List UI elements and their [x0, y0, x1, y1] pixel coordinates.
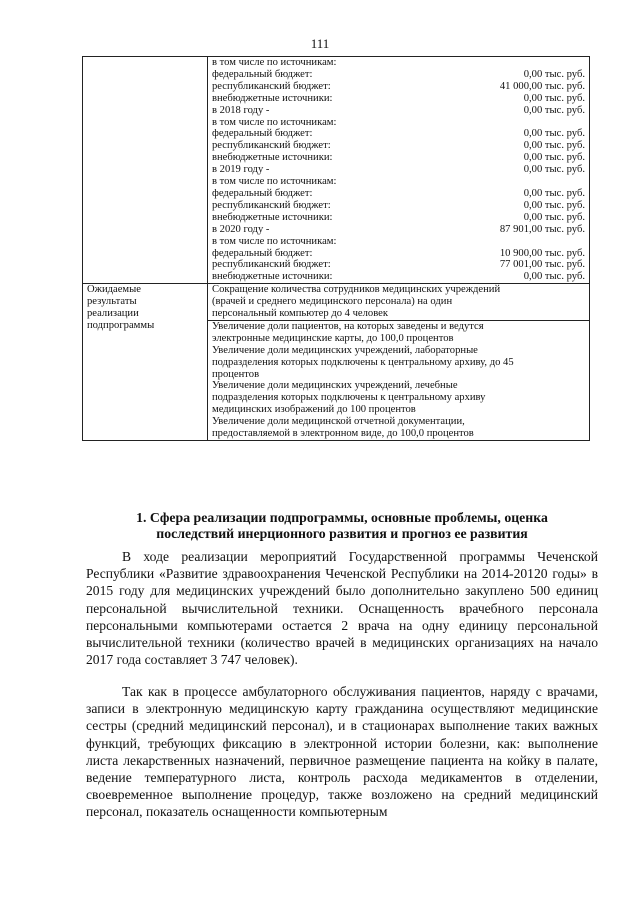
paragraph-text: Так как в процессе амбулаторного обслуживания пациентов, наряду с врачами, записи в электронную медицинскую карту гражданина осуществляют медицинские сестры (средний медицинский персонал), и в стационарах выполнение таких важных функций, требующих фиксацию в электронной истории болезни, как: выполнение листа лекарственных назначений, первичное размещение пациента на койку в палате, ведение температурного листа, контроль расхода медикаментов в отделении, своевременное выполнение процедур, также возложено на средний медицинский персонал, показатель оснащенности компьютерным [86, 684, 598, 820]
funding-line [212, 224, 585, 236]
funding-line [212, 93, 585, 105]
funding-line-value: 0,00 тыс. руб. [523, 92, 585, 104]
funding-label-cell [83, 57, 208, 284]
result-line: персональный компьютер до 4 человек [212, 308, 388, 320]
result-cell [208, 320, 590, 440]
result-line: медицинских изображений до 100 процентов [212, 404, 416, 416]
funding-cell [208, 57, 590, 284]
result-line: процентов [212, 368, 260, 380]
funding-line [212, 248, 585, 260]
funding-line-value: 0,00 тыс. руб. [523, 140, 585, 152]
funding-line-value: 0,00 тыс. руб. [523, 128, 585, 140]
result-line: Увеличение доли медицинской отчетной документации, [212, 416, 465, 428]
funding-line-label: федеральный бюджет: [212, 187, 313, 199]
result-line: подразделения которых подключены к центральному архиву, до 45 [212, 356, 514, 368]
result-line: подразделения которых подключены к центральному архиву [212, 392, 486, 404]
funding-row [83, 57, 590, 284]
result-line: предоставляемой в электронном виде, до 100,0 процентов [212, 428, 474, 440]
funding-line-label: в 2018 году - [212, 104, 270, 116]
funding-line-value: 87 901,00 тыс. руб. [499, 223, 585, 235]
funding-line [212, 164, 585, 176]
funding-line-value: 0,00 тыс. руб. [523, 152, 585, 164]
funding-line-label: внебюджетные источники: [212, 271, 333, 283]
result-line: (врачей и среднего медицинского персонала) на один [212, 296, 453, 308]
funding-line-value: 0,00 тыс. руб. [523, 164, 585, 176]
funding-line [212, 128, 585, 140]
section-heading [86, 510, 598, 542]
funding-line [212, 259, 585, 271]
funding-line [212, 152, 585, 164]
funding-line-label: федеральный бюджет: [212, 68, 313, 80]
funding-line-label: республиканский бюджет: [212, 199, 331, 211]
funding-line-label: республиканский бюджет: [212, 80, 331, 92]
funding-line-label: в том числе по источникам: [212, 235, 337, 247]
funding-line-value: 0,00 тыс. руб. [523, 211, 585, 223]
funding-line [212, 117, 585, 129]
funding-line-label: республиканский бюджет: [212, 140, 331, 152]
results-label-line: подпрограммы [87, 319, 155, 331]
paragraph-1 [86, 548, 598, 668]
funding-line [212, 271, 585, 283]
funding-line-label: в том числе по источникам: [212, 176, 337, 188]
funding-line [212, 69, 585, 81]
funding-line-value: 41 000,00 тыс. руб. [499, 80, 585, 92]
result-line: Сокращение количества сотрудников медицинских учреждений [212, 284, 501, 296]
results-label-line: реализации [87, 308, 139, 320]
funding-line [212, 176, 585, 188]
subprogram-passport-table [82, 56, 590, 441]
paragraph-2 [86, 683, 598, 821]
results-label-line: результаты [87, 296, 137, 308]
funding-line [212, 81, 585, 93]
section-heading-line: 1. Сфера реализации подпрограммы, основные проблемы, оценка [136, 510, 548, 525]
results-label-line: Ожидаемые [87, 284, 141, 296]
section-heading-line: последствий инерционного развития и прогноз ее развития [156, 526, 528, 541]
funding-line-value: 0,00 тыс. руб. [523, 199, 585, 211]
result-line: Увеличение доли медицинских учреждений, лечебные [212, 380, 458, 392]
result-line: Увеличение доли медицинских учреждений, лабораторные [212, 344, 478, 356]
page-number: 111 [310, 36, 330, 51]
result-cell [208, 284, 590, 321]
results-label-cell [83, 284, 208, 441]
funding-line-label: внебюджетные источники: [212, 211, 333, 223]
funding-line [212, 140, 585, 152]
funding-line-label: республиканский бюджет: [212, 259, 331, 271]
paragraph-text: В ходе реализации мероприятий Государственной программы Чеченской Республики «Развитие здравоохранения Чеченской Республики на 2014-20120 годы» в 2015 году для медицинских учреждений было дополнительно закуплено 500 единиц персональной вычислительной техники. Оснащенность врачебного персонала персональными компьютерами остается 2 врача на одну единицу персональной вычислительной техники (количество врачей в медицинских организациях на начало 2017 года составляет 3 747 человек). [86, 549, 598, 668]
funding-line [212, 236, 585, 248]
funding-line-value: 10 900,00 тыс. руб. [499, 247, 585, 259]
funding-line-value: 0,00 тыс. руб. [523, 68, 585, 80]
funding-line [212, 57, 585, 69]
funding-line-value: 0,00 тыс. руб. [523, 271, 585, 283]
funding-line-label: в 2020 году - [212, 223, 270, 235]
funding-line [212, 212, 585, 224]
funding-line-label: в том числе по источникам: [212, 116, 337, 128]
funding-line-value: 0,00 тыс. руб. [523, 187, 585, 199]
funding-line [212, 200, 585, 212]
funding-line-label: внебюджетные источники: [212, 152, 333, 164]
result-line: электронные медицинские карты, до 100,0 процентов [212, 332, 454, 344]
funding-line [212, 188, 585, 200]
funding-line-label: федеральный бюджет: [212, 247, 313, 259]
funding-line-value: 0,00 тыс. руб. [523, 104, 585, 116]
funding-line-label: федеральный бюджет: [212, 128, 313, 140]
funding-list [212, 57, 585, 283]
funding-line-label: в том числе по источникам: [212, 57, 337, 68]
funding-line [212, 105, 585, 117]
funding-line-value: 77 001,00 тыс. руб. [499, 259, 585, 271]
results-row-1 [83, 284, 590, 321]
funding-line-label: внебюджетные источники: [212, 92, 333, 104]
result-line: Увеличение доли пациентов, на которых заведены и ведутся [212, 320, 484, 332]
funding-line-label: в 2019 году - [212, 164, 270, 176]
